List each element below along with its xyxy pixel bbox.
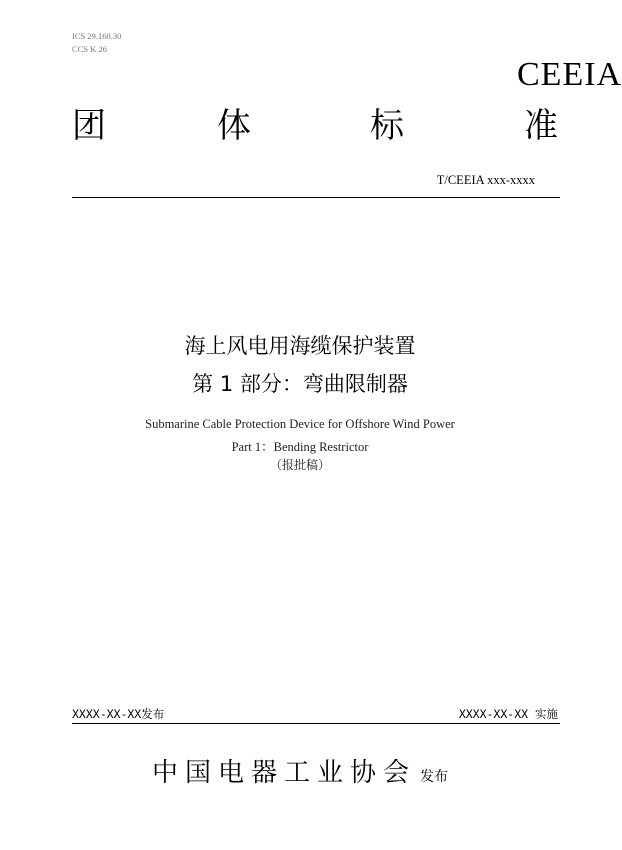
chinese-title-line-2: 第 1 部分：弯曲限制器 [192,372,408,396]
publish-date [72,706,164,722]
english-title-line-1: Submarine Cable Protection Device for Offshore Wind Power [145,417,455,431]
top-divider [72,197,560,198]
classification-codes [72,30,121,56]
ccs-code: CCS K 26 [72,44,107,54]
category-char: 团 [72,106,106,146]
publisher-suffix: 发布 [420,769,448,785]
implement-date-value: XXXX-XX-XX [458,707,529,721]
bottom-divider [72,723,560,724]
standard-number: T/CEEIA xxx-xxxx [436,173,535,187]
implement-date-suffix: 实施 [535,707,558,721]
publish-date-value: XXXX-XX-XX [72,707,142,721]
category-char: 体 [217,106,251,146]
publisher [0,752,600,789]
category-char: 标 [370,106,404,146]
ics-code: ICS 29.160.30 [72,31,122,41]
publish-date-suffix: 发布 [141,707,165,721]
category-char: 准 [524,106,558,146]
implement-date [459,706,558,722]
standard-category [72,104,560,148]
ceeia-logo: CEEIA [517,56,622,93]
english-title-line-2: Part 1：Bending Restrictor [231,440,369,454]
chinese-title-line-1: 海上风电用海缆保护装置 [184,334,416,358]
publisher-org: 中国电器工业协会 [151,758,416,788]
draft-stage: （报批稿） [269,458,330,472]
